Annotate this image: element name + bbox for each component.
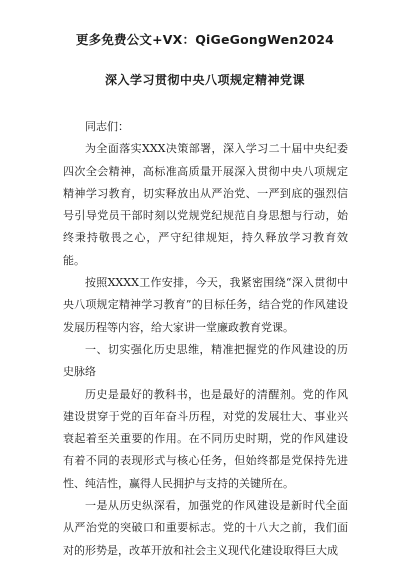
- promo-header: 更多免费公文+VX：QiGeGongWen2024: [75, 32, 335, 47]
- paragraph: 按照XXXX工作安排，今天，我紧密围绕“深入贯彻中央八项规定精神学习教育”的目标任务，结合党的作风建设发展历程等内容，给大家讲一堂廉政教育党课。: [63, 276, 348, 334]
- greeting: 同志们：: [85, 120, 129, 133]
- paragraph: 一是从历史纵深看，加强党的作风建设是新时代全面从严治党的突破口和重要标志。党的十八大之前，我们面对的形势是，改革开放和社会主义现代化建设取得巨大成: [63, 499, 348, 557]
- paragraph: 历史是最好的教科书，也是最好的清醒剂。党的作风建设贯穿于党的百年奋斗历程，对党的发展壮大、事业兴衰起着至关重要的作用。在不同历史时期，党的作风建设有着不同的表现形式与核心任务，但始终都是党保持先进性、纯洁性，赢得人民拥护与支持的关键所在。: [63, 387, 348, 490]
- document-body: [63, 116, 348, 557]
- document-title: 深入学习贯彻中央八项规定精神党课: [104, 73, 305, 87]
- paragraph: 为全面落实XXX决策部署，深入学习二十届中央纪委四次全会精神，高标准高质量开展深入贯彻中央八项规定精神学习教育，切实释放出从严治党、一严到底的强烈信号引导党员干部时刻以党规党纪规范自身思想与行动，始终秉持敬畏之心，严守纪律规矩，持久释放学习教育效能。: [63, 142, 348, 267]
- section-heading: 一、切实强化历史思维，精准把握党的作风建设的历史脉络: [63, 342, 348, 379]
